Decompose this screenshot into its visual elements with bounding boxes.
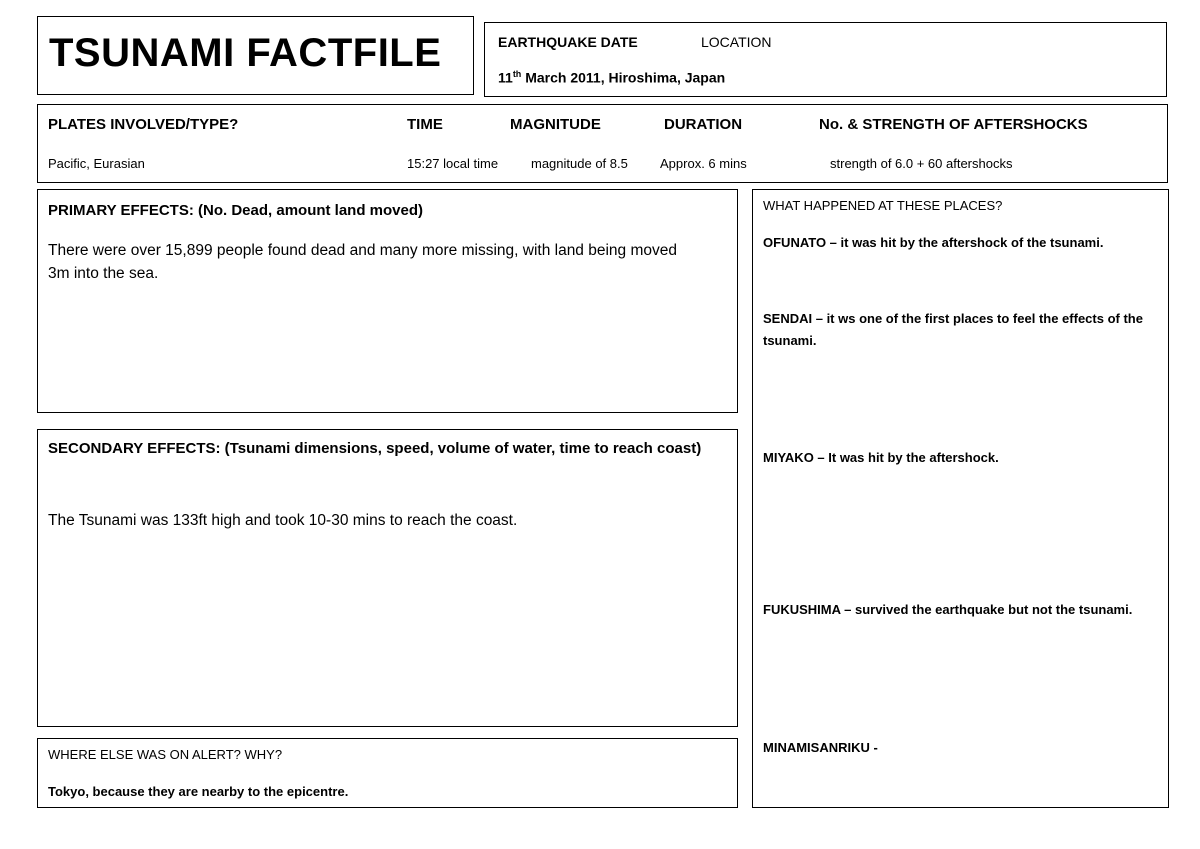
- places-box: [752, 189, 1169, 808]
- title-box: [37, 16, 474, 95]
- plates-label: PLATES INVOLVED/TYPE?: [48, 116, 239, 133]
- secondary-effects-box: [37, 429, 738, 727]
- primary-effects-text: There were over 15,899 people found dead and many more missing, with land being moved 3m into the sea.: [48, 242, 677, 282]
- aftershocks-value: strength of 6.0 + 60 aftershocks: [830, 156, 1013, 171]
- earthquake-date-value: [498, 69, 725, 86]
- date-day: 11: [498, 69, 513, 86]
- primary-effects-box: [37, 189, 738, 413]
- time-value: 15:27 local time: [407, 156, 499, 171]
- location-label: LOCATION: [701, 34, 772, 50]
- time-label: TIME: [407, 116, 443, 133]
- magnitude-value: magnitude of 8.5: [531, 156, 628, 171]
- place-ofunato: OFUNATO – it was hit by the aftershock of the tsunami.: [763, 235, 1104, 250]
- duration-label: DURATION: [664, 116, 743, 133]
- secondary-effects-title: SECONDARY EFFECTS: (Tsunami dimensions, speed, volume of water, time to reach coast): [48, 440, 702, 457]
- place-minamisanriku: MINAMISANRIKU -: [763, 740, 878, 755]
- date-ordinal-suffix: th: [512, 69, 522, 79]
- secondary-effects-text: The Tsunami was 133ft high and took 10-30 mins to reach the coast.: [48, 512, 518, 529]
- alert-box: [37, 738, 738, 808]
- earthquake-date-location-box: [484, 22, 1167, 97]
- date-location-text: March 2011, Hiroshima, Japan: [521, 69, 726, 86]
- place-fukushima: FUKUSHIMA – survived the earthquake but not the tsunami.: [763, 602, 1133, 617]
- page-title: TSUNAMI FACTFILE: [49, 31, 442, 75]
- duration-value: Approx. 6 mins: [660, 156, 747, 171]
- earthquake-date-label: EARTHQUAKE DATE: [498, 34, 638, 50]
- places-title: WHAT HAPPENED AT THESE PLACES?: [763, 198, 1003, 213]
- alert-title: WHERE ELSE WAS ON ALERT? WHY?: [48, 747, 283, 762]
- primary-effects-title: PRIMARY EFFECTS: (No. Dead, amount land moved): [48, 202, 424, 219]
- magnitude-label: MAGNITUDE: [510, 116, 601, 133]
- alert-text: Tokyo, because they are nearby to the epicentre.: [48, 784, 349, 799]
- place-miyako: MIYAKO – It was hit by the aftershock.: [763, 450, 999, 465]
- plates-value: Pacific, Eurasian: [48, 156, 145, 171]
- earthquake-info-box: [37, 104, 1168, 183]
- aftershocks-label: No. & STRENGTH OF AFTERSHOCKS: [819, 116, 1088, 133]
- place-sendai: SENDAI – it ws one of the first places to feel the effects of the tsunami.: [763, 311, 1143, 348]
